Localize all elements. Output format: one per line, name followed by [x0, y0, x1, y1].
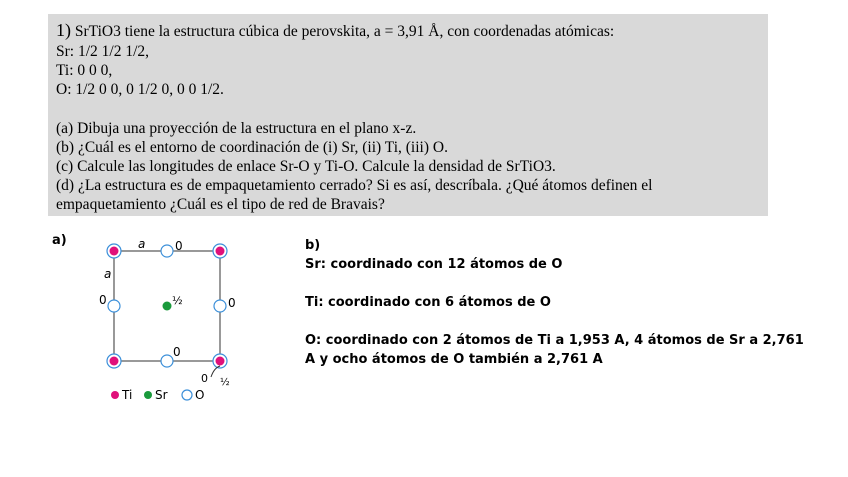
answer-ti: Ti: coordinado con 6 átomos de O: [305, 295, 551, 310]
legend-o-label: O: [195, 388, 205, 402]
center-label: ½: [172, 294, 183, 307]
answer-label: b): [305, 238, 321, 253]
ti-corner-top-left: [107, 244, 121, 258]
ti-corner-top-right: [213, 244, 227, 258]
o-atom-left: [108, 300, 120, 312]
question-intro: SrTiO3 tiene la estructura cúbica de perovskita, a = 3,91 Å, con coordenadas atómicas:: [74, 23, 615, 40]
o-atom-top: [161, 245, 173, 257]
answer-sr: Sr: coordinado con 12 átomos de O: [305, 257, 563, 272]
answer-o-line2: A y ocho átomos de O también a 2,761 A: [305, 352, 603, 367]
o-atom-bottom: [161, 355, 173, 367]
legend-sr-label: Sr: [155, 388, 168, 402]
coord-o: O: 1/2 0 0, 0 1/2 0, 0 0 1/2.: [56, 81, 224, 98]
question-intro-line: [56, 21, 614, 41]
edge-label-top: a: [138, 237, 146, 251]
part-c: (c) Calcule las longitudes de enlace Sr-O y Ti-O. Calcule la densidad de SrTiO3.: [56, 158, 556, 175]
answer-block: [305, 236, 804, 369]
corner-label-half: ½: [220, 377, 230, 388]
question-box: [48, 14, 768, 216]
part-d-continued: empaquetamiento ¿Cuál es el tipo de red de Bravais?: [56, 196, 385, 213]
ti-corner-bottom-left: [107, 354, 121, 368]
ti-corner-bottom-right: [213, 354, 227, 368]
right-o-label: 0: [228, 296, 236, 310]
left-o-label: 0: [99, 293, 107, 307]
coord-ti: Ti: 0 0 0,: [56, 62, 113, 79]
question-number: 1): [56, 20, 71, 40]
legend-ti-label: Ti: [122, 388, 133, 402]
legend-o-marker: [182, 390, 192, 400]
sr-atom-center: [163, 302, 172, 311]
coord-sr: Sr: 1/2 1/2 1/2,: [56, 43, 150, 60]
diagram-label: a): [52, 233, 67, 248]
answer-o-line1: O: coordinado con 2 átomos de Ti a 1,953 A, 4 átomos de Sr a 2,761: [305, 333, 804, 348]
part-d: (d) ¿La estructura es de empaquetamiento cerrado? Si es así, descríbala. ¿Qué átomos definen el: [56, 177, 653, 194]
perovskite-projection-diagram: [90, 232, 250, 412]
part-a: (a) Dibuja una proyección de la estructura en el plano x-z.: [56, 120, 417, 137]
legend-ti-marker: [111, 391, 119, 399]
bottom-o-label: 0: [173, 345, 181, 359]
part-b: (b) ¿Cuál es el entorno de coordinación de (i) Sr, (ii) Ti, (iii) O.: [56, 139, 448, 156]
o-atom-right: [214, 300, 226, 312]
top-o-label: 0: [175, 239, 183, 253]
corner-label-zero: 0: [201, 372, 208, 385]
edge-label-left: a: [104, 267, 112, 281]
legend-sr-marker: [144, 391, 152, 399]
